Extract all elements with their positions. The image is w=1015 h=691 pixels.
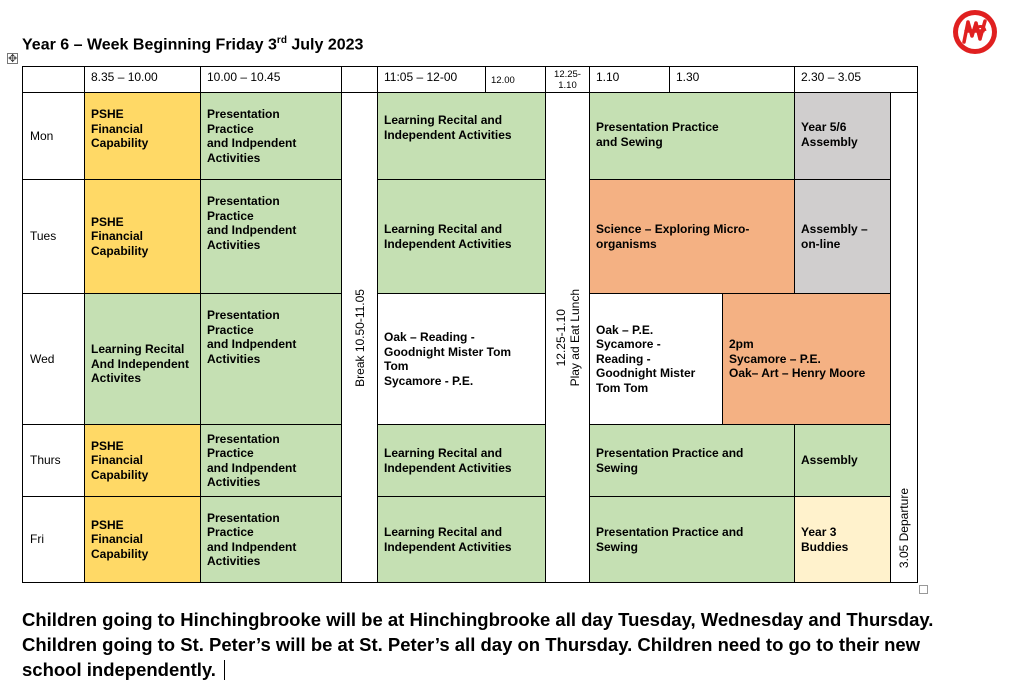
- departure-column: [890, 92, 918, 583]
- bottom-note: Children going to Hinchingbrooke will be at Hinchingbrooke all day Tuesday, Wednesday and Thursday. Children going to St. Peter’s will be at St. Peter’s all day on Thursday. Children need to go to their new school independently.: [22, 609, 934, 680]
- header-col5: 12.25- 1.10: [545, 66, 590, 93]
- thurs-session-2: Presentation Practice and Indpendent Activities: [200, 424, 342, 497]
- header-col6b: 1.30: [669, 66, 795, 93]
- header-col7: 2.30 – 3.05: [794, 66, 918, 93]
- thurs-session-7: Assembly: [794, 424, 891, 497]
- wed-session-6b: 2pm Sycamore – P.E. Oak– Art – Henry Moore: [722, 293, 891, 425]
- wed-session-2: Presentation Practice and Indpendent Activities: [200, 293, 342, 425]
- text-cursor: [224, 660, 225, 680]
- day-tues: Tues: [22, 179, 85, 294]
- thurs-session-6: Presentation Practice and Sewing: [589, 424, 795, 497]
- tues-session-6: Science – Exploring Micro- organisms: [589, 179, 795, 294]
- school-logo-icon: [952, 9, 998, 55]
- break-column: [341, 92, 378, 583]
- tues-session-2: Presentation Practice and Indpendent Activities: [200, 179, 342, 294]
- header-col3: [341, 66, 378, 93]
- fri-session-7: Year 3 Buddies: [794, 496, 891, 583]
- mon-session-4: Learning Recital and Independent Activities: [377, 92, 546, 180]
- mon-session-7: Year 5/6 Assembly: [794, 92, 891, 180]
- thurs-session-4: Learning Recital and Independent Activities: [377, 424, 546, 497]
- fri-session-1: PSHE Financial Capability: [84, 496, 201, 583]
- tues-session-1: PSHE Financial Capability: [84, 179, 201, 294]
- tues-session-4: Learning Recital and Independent Activities: [377, 179, 546, 294]
- break-label: Break 10.50-11.05: [352, 288, 367, 387]
- mon-session-2: Presentation Practice and Indpendent Activities: [200, 92, 342, 180]
- tues-session-7: Assembly – on-line: [794, 179, 891, 294]
- header-col2: 10.00 – 10.45: [200, 66, 342, 93]
- wed-session-6a: Oak – P.E. Sycamore - Reading - Goodnight Mister Tom Tom: [589, 293, 723, 425]
- wed-session-4: Oak – Reading - Goodnight Mister Tom Tom Sycamore - P.E.: [377, 293, 546, 425]
- day-thurs: Thurs: [22, 424, 85, 497]
- page-title: Year 6 – Week Beginning Friday 3rd July 2023: [22, 35, 364, 54]
- resize-handle[interactable]: [919, 585, 928, 594]
- day-mon: Mon: [22, 92, 85, 180]
- header-col6: 1.10: [589, 66, 670, 93]
- lunch-label: 12.25-1.10 Play ad Eat Lunch: [553, 288, 582, 387]
- fri-session-6: Presentation Practice and Sewing: [589, 496, 795, 583]
- header-col4b: 12.00: [485, 66, 546, 93]
- day-fri: Fri: [22, 496, 85, 583]
- header-col1: 8.35 – 10.00: [84, 66, 201, 93]
- lunch-column: [545, 92, 590, 583]
- wed-session-1: Learning Recital And Independent Activites: [84, 293, 201, 425]
- mon-session-1: PSHE Financial Capability: [84, 92, 201, 180]
- thurs-session-1: PSHE Financial Capability: [84, 424, 201, 497]
- fri-session-2: Presentation Practice and Indpendent Activities: [200, 496, 342, 583]
- fri-session-4: Learning Recital and Independent Activities: [377, 496, 546, 583]
- mon-session-6: Presentation Practice and Sewing: [589, 92, 795, 180]
- header-col4: 11:05 – 12-00: [377, 66, 486, 93]
- header-blank: [22, 66, 85, 93]
- move-icon[interactable]: ✥: [8, 53, 18, 65]
- day-wed: Wed: [22, 293, 85, 425]
- departure-label: 3.05 Departure: [897, 487, 911, 568]
